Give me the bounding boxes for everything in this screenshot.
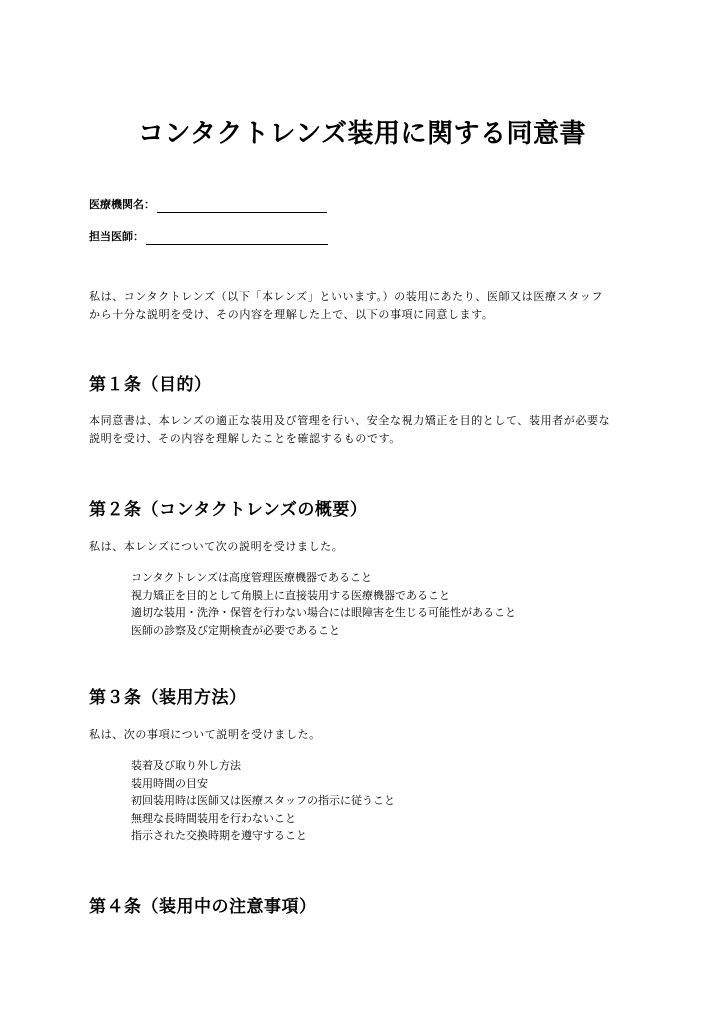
article-1-heading: 第１条（目的） xyxy=(89,375,212,395)
intro-line: 私は、コンタクトレンズ（以下「本レンズ」といいます。）の装用にあたり、医師又は医療スタッフ xyxy=(89,290,603,303)
medical-institution-field xyxy=(89,197,327,213)
list-item: 装着及び取り外し方法 xyxy=(131,759,241,772)
list-item: コンタクトレンズは高度管理医療機器であること xyxy=(131,571,372,584)
attending-doctor-field xyxy=(89,229,328,245)
document-title: コンタクトレンズ装用に関する同意書 xyxy=(137,119,587,149)
article-1-body-line: 本同意書は、本レンズの適正な装用及び管理を行い、安全な視力矯正を目的として、装用者が必要な xyxy=(89,414,611,427)
article-4-heading: 第４条（装用中の注意事項） xyxy=(89,897,317,917)
article-2-list xyxy=(131,569,516,639)
article-3-list xyxy=(131,757,395,845)
attending-doctor-blank-line xyxy=(146,231,328,245)
article-3-heading: 第３条（装用方法） xyxy=(89,688,247,708)
list-item: 医師の診察及び定期検査が必要であること xyxy=(131,623,340,637)
list-item: 無理な長時間装用を行わないこと xyxy=(131,811,296,825)
article-2-heading: 第２条（コンタクトレンズの概要） xyxy=(89,500,368,520)
list-item: 指示された交換時期を遵守すること xyxy=(131,829,307,842)
list-item: 初回装用時は医師又は医療スタッフの指示に従うこと xyxy=(131,794,395,807)
medical-institution-blank-line xyxy=(157,199,327,213)
intro-paragraph xyxy=(89,288,603,324)
article-1-body-line: 説明を受け、その内容を理解したことを確認するものです。 xyxy=(89,432,401,445)
list-item: 視力矯正を目的として角膜上に直接装用する医療機器であること xyxy=(131,588,450,602)
article-3-lead: 私は、次の事項について説明を受けました。 xyxy=(89,728,321,741)
article-2-lead: 私は、本レンズについて次の説明を受けました。 xyxy=(89,540,344,553)
list-item: 装用時間の目安 xyxy=(131,776,208,790)
article-1-body xyxy=(89,412,610,448)
medical-institution-label: 医療機関名： xyxy=(89,198,155,211)
intro-line: から十分な説明を受け、その内容を理解した上で、以下の事項に同意します。 xyxy=(89,308,494,321)
attending-doctor-label: 担当医師： xyxy=(89,230,144,243)
list-item: 適切な装用・洗浄・保管を行わない場合には眼障害を生じる可能性があること xyxy=(131,606,516,619)
